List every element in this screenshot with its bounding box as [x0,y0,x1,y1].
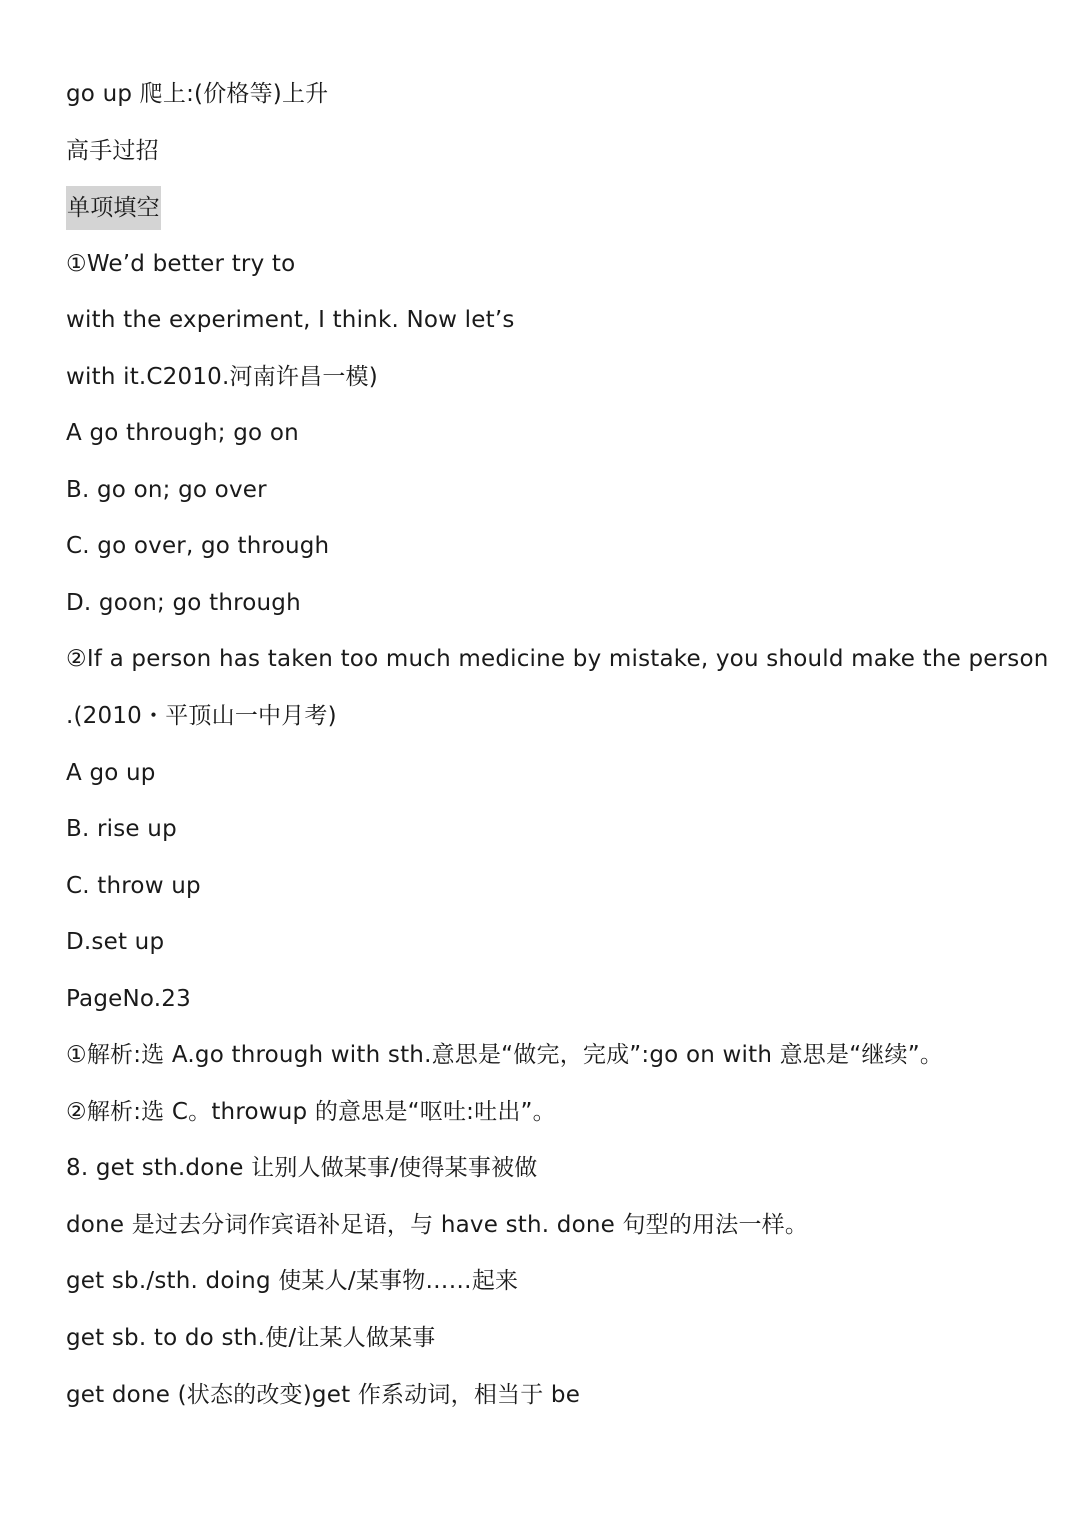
line-text: with it.C2010.河南许昌一模) [66,363,378,390]
line-text: D. goon; go through [66,589,301,616]
line-text: with the experiment, I think. Now let’s [66,307,515,334]
answer-option [66,575,1056,632]
grammar-note [66,1253,1056,1310]
line-text: get sb./sth. doing 使某人/某事物……起来 [66,1268,519,1295]
grammar-point [66,1140,1056,1197]
line-text: get done (状态的改变)get 作系动词，相当于 be [66,1381,581,1408]
question-stem [66,349,1056,406]
line-text: PageNo.23 [66,985,191,1012]
line-text: 高手过招 [66,137,159,164]
grammar-note [66,1310,1056,1367]
page-number [66,971,1056,1028]
line-text: done 是过去分词作宾语补足语，与 have sth. done 句型的用法一样。 [66,1211,809,1238]
grammar-note [66,1197,1056,1254]
explanation [66,1027,1056,1084]
line-text: C. go over, go through [66,533,330,560]
line-text: B. go on; go over [66,476,267,503]
line-text: A go up [66,759,156,786]
highlighted-text: 单项填空 [66,186,161,230]
line-text: B. rise up [66,816,177,843]
answer-option [66,914,1056,971]
section-heading [66,123,1056,180]
line-text: 8. get sth.done 让别人做某事/使得某事被做 [66,1155,538,1182]
grammar-note [66,1367,1056,1424]
text-line [66,66,1056,123]
line-text: get sb. to do sth.使/让某人做某事 [66,1325,436,1352]
answer-option [66,745,1056,802]
question-stem [66,688,1056,745]
line-text: ②解析:选 C。throwup 的意思是“呕吐:吐出”。 [66,1098,556,1125]
answer-option [66,405,1056,462]
explanation [66,1084,1056,1141]
answer-option [66,801,1056,858]
line-text: ①We’d better try to [66,250,296,277]
line-text: ①解析:选 A.go through with sth.意思是“做完，完成”:go on with 意思是“继续”。 [66,1042,944,1069]
line-text: go up 爬上:(价格等)上升 [66,81,329,107]
question-stem [66,292,1056,349]
line-text: ②If a person has taken too much medicine by mistake, you should make the person [66,646,1049,673]
answer-option [66,858,1056,915]
answer-option [66,518,1056,575]
question-stem [66,236,1056,293]
line-text: C. throw up [66,872,201,899]
highlighted-heading [66,179,1056,236]
document-body [66,66,1056,1423]
line-text: A go through; go on [66,420,299,447]
line-text: D.set up [66,929,165,956]
question-stem [66,631,1056,688]
line-text: .(2010・平顶山一中月考) [66,703,337,730]
answer-option [66,462,1056,519]
